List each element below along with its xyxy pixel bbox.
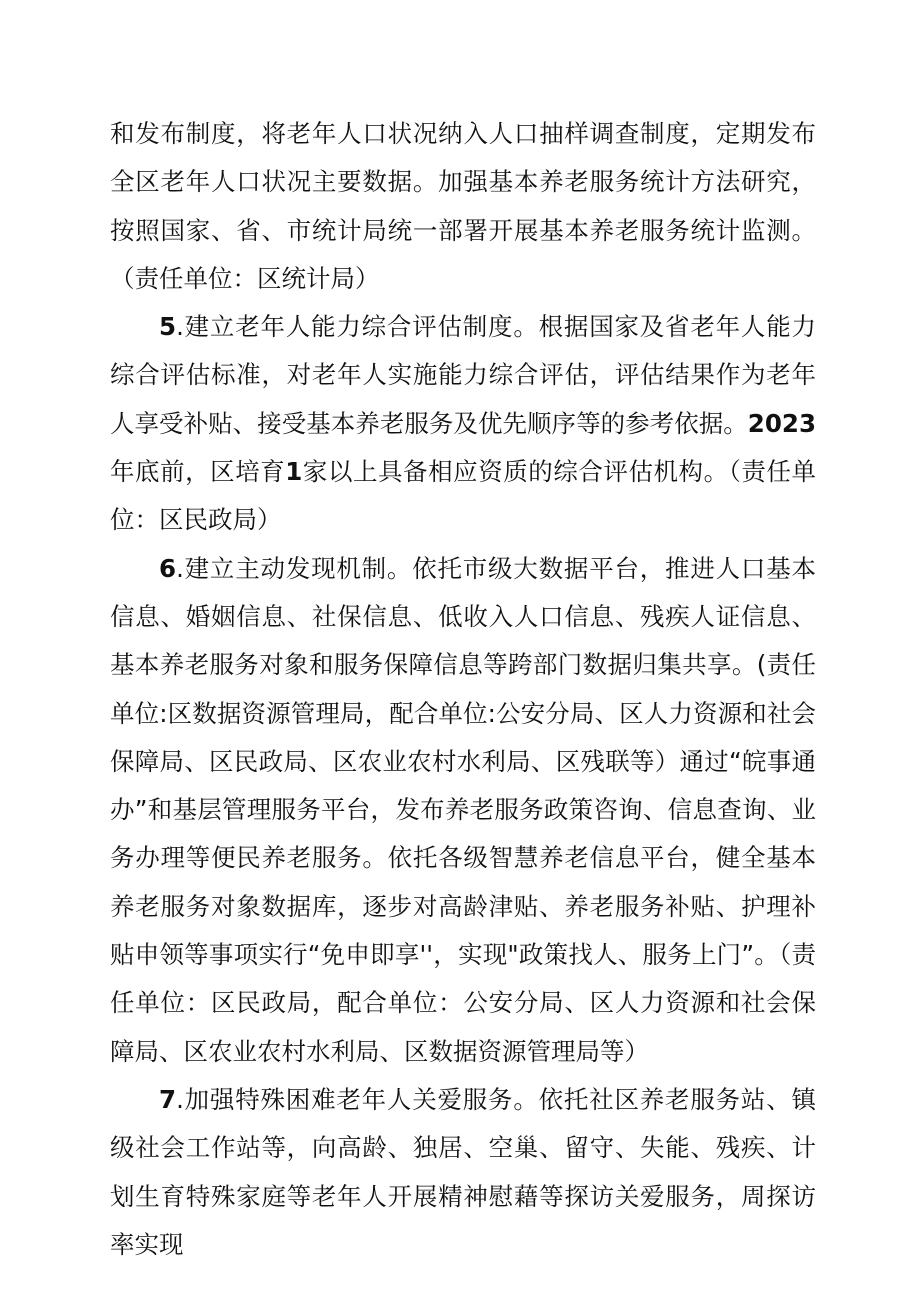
paragraph-statistics [110, 110, 816, 303]
document-page [110, 110, 816, 1269]
paragraph-text: 年底前，区培育 [110, 457, 286, 487]
item-number: 6 [159, 553, 177, 583]
paragraph-item-7 [110, 1076, 816, 1269]
paragraph-text: 和发布制度，将老年人口状况纳入人口抽样调查制度，定期发布全区老年人口状况主要数据。加强基本养老服务统计方法研究，按照国家、省、市统计局统一部署开展基本养老服务统计监测。（责任单位：区统计局） [110, 119, 816, 293]
paragraph-item-5 [110, 303, 816, 544]
paragraph-text: .建立主动发现机制。依托市级大数据平台，推进人口基本信息、婚姻信息、社保信息、低收入人口信息、残疾人证信息、基本养老服务对象和服务保障信息等跨部门数据归集共享。(责任单位:区数据资源管理局，配合单位:公安分局、区人力资源和社会保障局、区民政局、区农业农村水利局、区残联等）通过“皖事通办”和基层管理服务平台，发布养老服务政策咨询、信息查询、业务办理等便民养老服务。依托各级智慧养老信息平台，健全基本养老服务对象数据库，逐步对高龄津贴、养老服务补贴、护理补贴申领等事项实行“免申即享''，实现"政策找人、服务上门”。（责任单位：区民政局，配合单位：公安分局、区人力资源和社会保障局、区农业农村水利局、区数据资源管理局等） [110, 553, 816, 1066]
count-value: 1 [285, 457, 303, 487]
paragraph-text: .建立老年人能力综合评估制度。根据国家及省老年人能力综合评估标准，对老年人实施能力综合评估，评估结果作为老年人享受补贴、接受基本养老服务及优先顺序等的参考依据。 [110, 312, 816, 438]
year-value: 2023 [747, 408, 816, 438]
item-number: 7 [159, 1084, 177, 1114]
item-number: 5 [159, 312, 177, 342]
paragraph-text: 家以上具备相应资质的综合评估机构。（责任单位：区民政局） [110, 457, 816, 535]
paragraph-item-6 [110, 545, 816, 1076]
paragraph-text: .加强特殊困难老年人关爱服务。依托社区养老服务站、镇级社会工作站等，向高龄、独居、空巢、留守、失能、残疾、计划生育特殊家庭等老年人开展精神慰藉等探访关爱服务，周探访率实现 [110, 1084, 816, 1259]
